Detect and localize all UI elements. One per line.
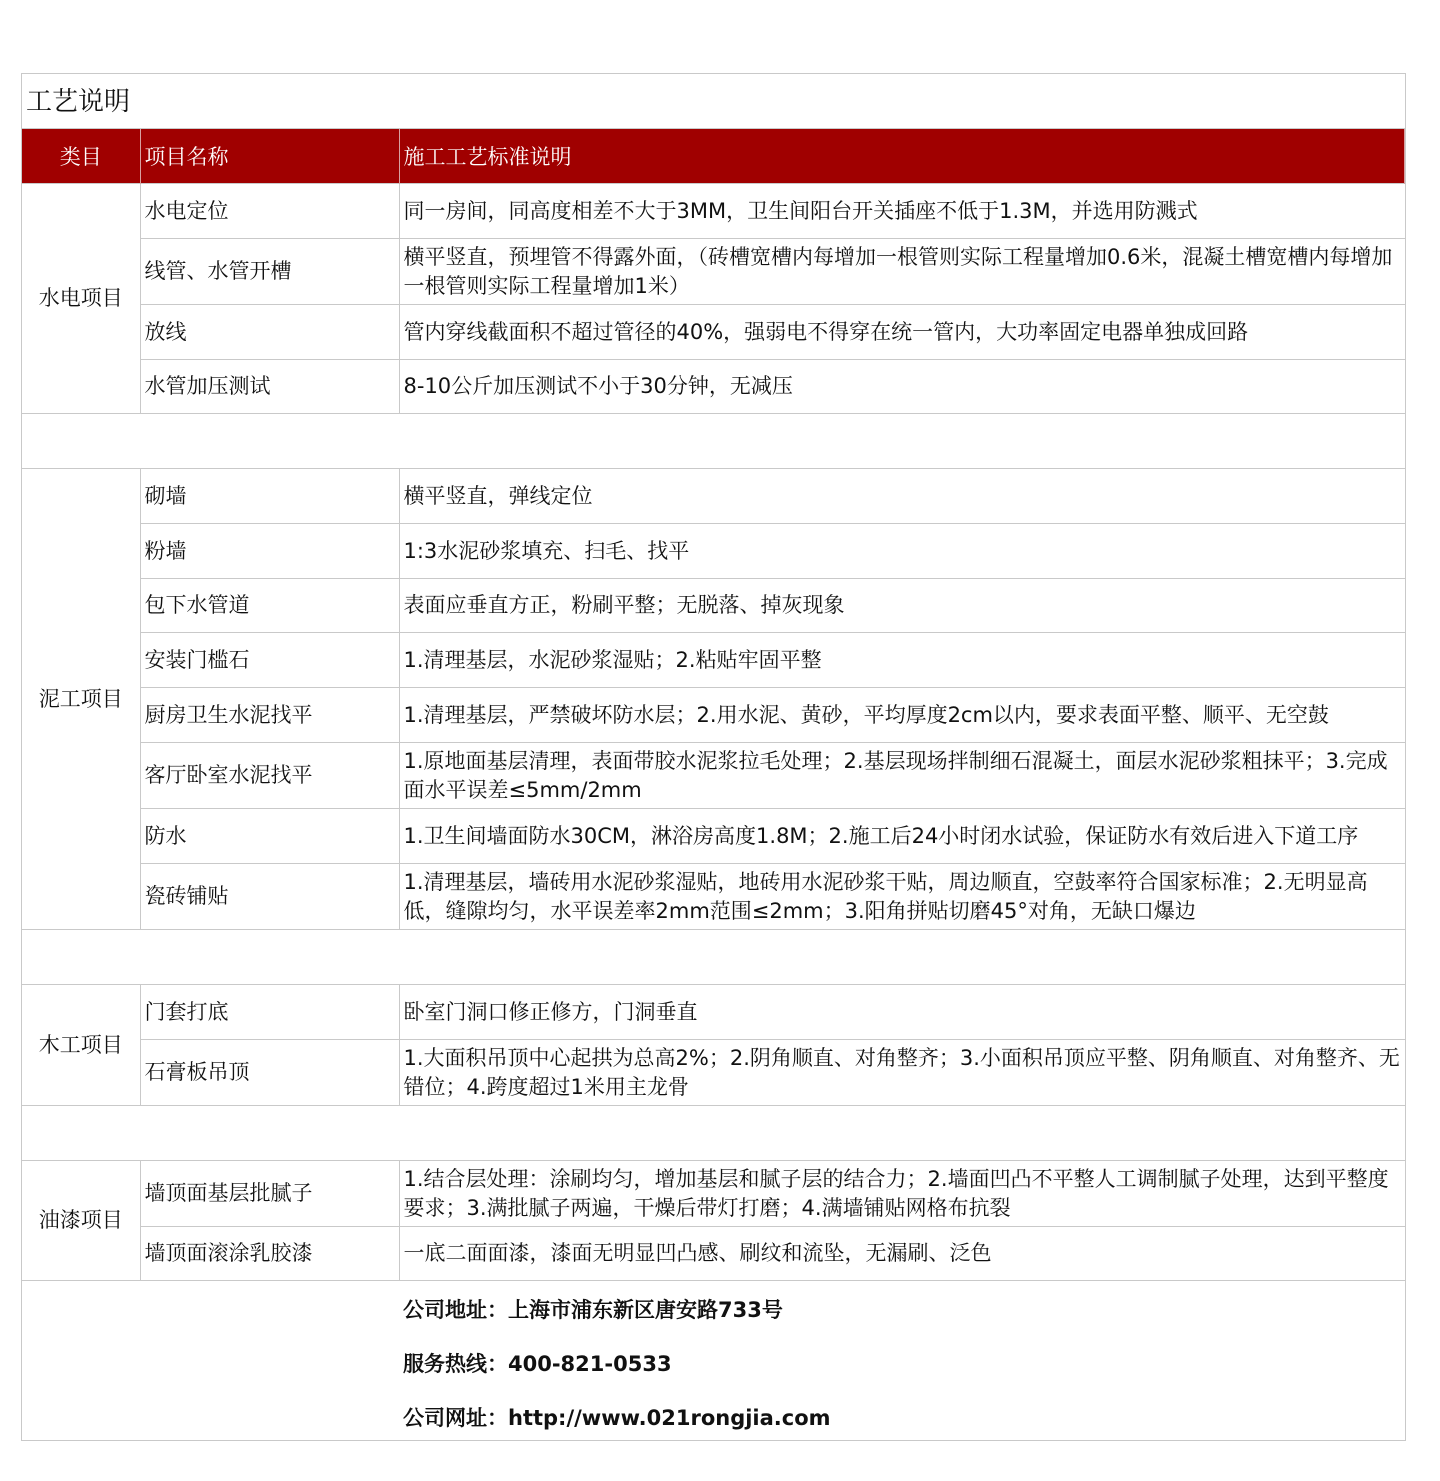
standard-cell: 横平竖直，弹线定位 (399, 469, 1405, 524)
standard-cell: 1.卫生间墙面防水30CM，淋浴房高度1.8M；2.施工后24小时闭水试验，保证防水有效后进入下道工序 (399, 809, 1405, 864)
item-cell: 石膏板吊顶 (140, 1040, 399, 1106)
standard-cell: 同一房间，同高度相差不大于3MM，卫生间阳台开关插座不低于1.3M，并选用防溅式 (399, 184, 1405, 239)
header-category: 类目 (22, 129, 140, 184)
table-row (22, 1161, 1405, 1227)
standard-cell: 1.清理基层，严禁破坏防水层；2.用水泥、黄砂，平均厚度2cm以内，要求表面平整、顺平、无空鼓 (399, 688, 1405, 743)
company-address: 公司地址：上海市浦东新区唐安路733号 (403, 1298, 783, 1322)
item-cell: 厨房卫生水泥找平 (140, 688, 399, 743)
table-row (22, 469, 1405, 524)
item-cell: 瓷砖铺贴 (140, 864, 399, 930)
standard-cell: 卧室门洞口修正修方，门洞垂直 (399, 985, 1405, 1040)
standard-cell: 横平竖直，预埋管不得露外面，（砖槽宽槽内每增加一根管则实际工程量增加0.6米，混凝土槽宽槽内每增加一根管则实际工程量增加1米） (399, 239, 1405, 305)
table-row (22, 184, 1405, 239)
item-cell: 粉墙 (140, 524, 399, 579)
spacer-row (22, 414, 1405, 469)
table-row (22, 864, 1405, 930)
item-cell: 水管加压测试 (140, 360, 399, 414)
process-sheet (21, 73, 1406, 1441)
standard-cell: 1.清理基层，墙砖用水泥砂浆湿贴，地砖用水泥砂浆干贴，周边顺直，空鼓率符合国家标准；2.无明显高低，缝隙均匀，水平误差率2mm范围≤2mm；3.阳角拼贴切磨45°对角，无缺口爆边 (399, 864, 1405, 930)
item-cell: 水电定位 (140, 184, 399, 239)
standard-cell: 管内穿线截面积不超过管径的40%，强弱电不得穿在统一管内，大功率固定电器单独成回路 (399, 305, 1405, 360)
table-row (22, 633, 1405, 688)
item-cell: 砌墙 (140, 469, 399, 524)
spacer-row (22, 1106, 1405, 1161)
standard-cell: 1.结合层处理：涂刷均匀，增加基层和腻子层的结合力；2.墙面凹凸不平整人工调制腻子处理，达到平整度要求；3.满批腻子两遍，干燥后带灯打磨；4.满墙铺贴网格布抗裂 (399, 1161, 1405, 1227)
header-item: 项目名称 (140, 129, 399, 184)
table-row (22, 360, 1405, 414)
table-row (22, 305, 1405, 360)
standard-cell: 1.原地面基层清理，表面带胶水泥浆拉毛处理；2.基层现场拌制细石混凝土，面层水泥砂浆粗抹平；3.完成面水平误差≤5mm/2mm (399, 743, 1405, 809)
header-standard: 施工工艺标准说明 (399, 129, 1405, 184)
table-header-row (22, 129, 1405, 184)
table-row (22, 1227, 1405, 1281)
table-row (22, 579, 1405, 633)
page-title: 工艺说明 (22, 74, 1405, 129)
category-cell: 木工项目 (22, 985, 140, 1106)
table-row (22, 743, 1405, 809)
item-cell: 线管、水管开槽 (140, 239, 399, 305)
table-row (22, 524, 1405, 579)
company-info (22, 1281, 1405, 1444)
category-cell: 水电项目 (22, 184, 140, 414)
standard-cell: 1:3水泥砂浆填充、扫毛、找平 (399, 524, 1405, 579)
category-cell: 油漆项目 (22, 1161, 140, 1281)
item-cell: 墙顶面滚涂乳胶漆 (140, 1227, 399, 1281)
table-row (22, 1040, 1405, 1106)
item-cell: 墙顶面基层批腻子 (140, 1161, 399, 1227)
standard-cell: 表面应垂直方正，粉刷平整；无脱落、掉灰现象 (399, 579, 1405, 633)
item-cell: 客厅卧室水泥找平 (140, 743, 399, 809)
process-table (22, 129, 1405, 1443)
table-row (22, 985, 1405, 1040)
standard-cell: 一底二面面漆，漆面无明显凹凸感、刷纹和流坠，无漏刷、泛色 (399, 1227, 1405, 1281)
item-cell: 门套打底 (140, 985, 399, 1040)
standard-cell: 1.大面积吊顶中心起拱为总高2%；2.阴角顺直、对角整齐；3.小面积吊顶应平整、阴角顺直、对角整齐、无错位；4.跨度超过1米用主龙骨 (399, 1040, 1405, 1106)
company-website[interactable]: 公司网址：http://www.021rongjia.com (403, 1406, 831, 1430)
category-cell: 泥工项目 (22, 469, 140, 930)
service-hotline: 服务热线：400-821-0533 (403, 1352, 672, 1376)
spacer-row (22, 930, 1405, 985)
item-cell: 安装门槛石 (140, 633, 399, 688)
standard-cell: 8-10公斤加压测试不小于30分钟，无减压 (399, 360, 1405, 414)
table-row (22, 688, 1405, 743)
item-cell: 包下水管道 (140, 579, 399, 633)
item-cell: 防水 (140, 809, 399, 864)
table-row (22, 239, 1405, 305)
table-row (22, 809, 1405, 864)
standard-cell: 1.清理基层，水泥砂浆湿贴；2.粘贴牢固平整 (399, 633, 1405, 688)
item-cell: 放线 (140, 305, 399, 360)
